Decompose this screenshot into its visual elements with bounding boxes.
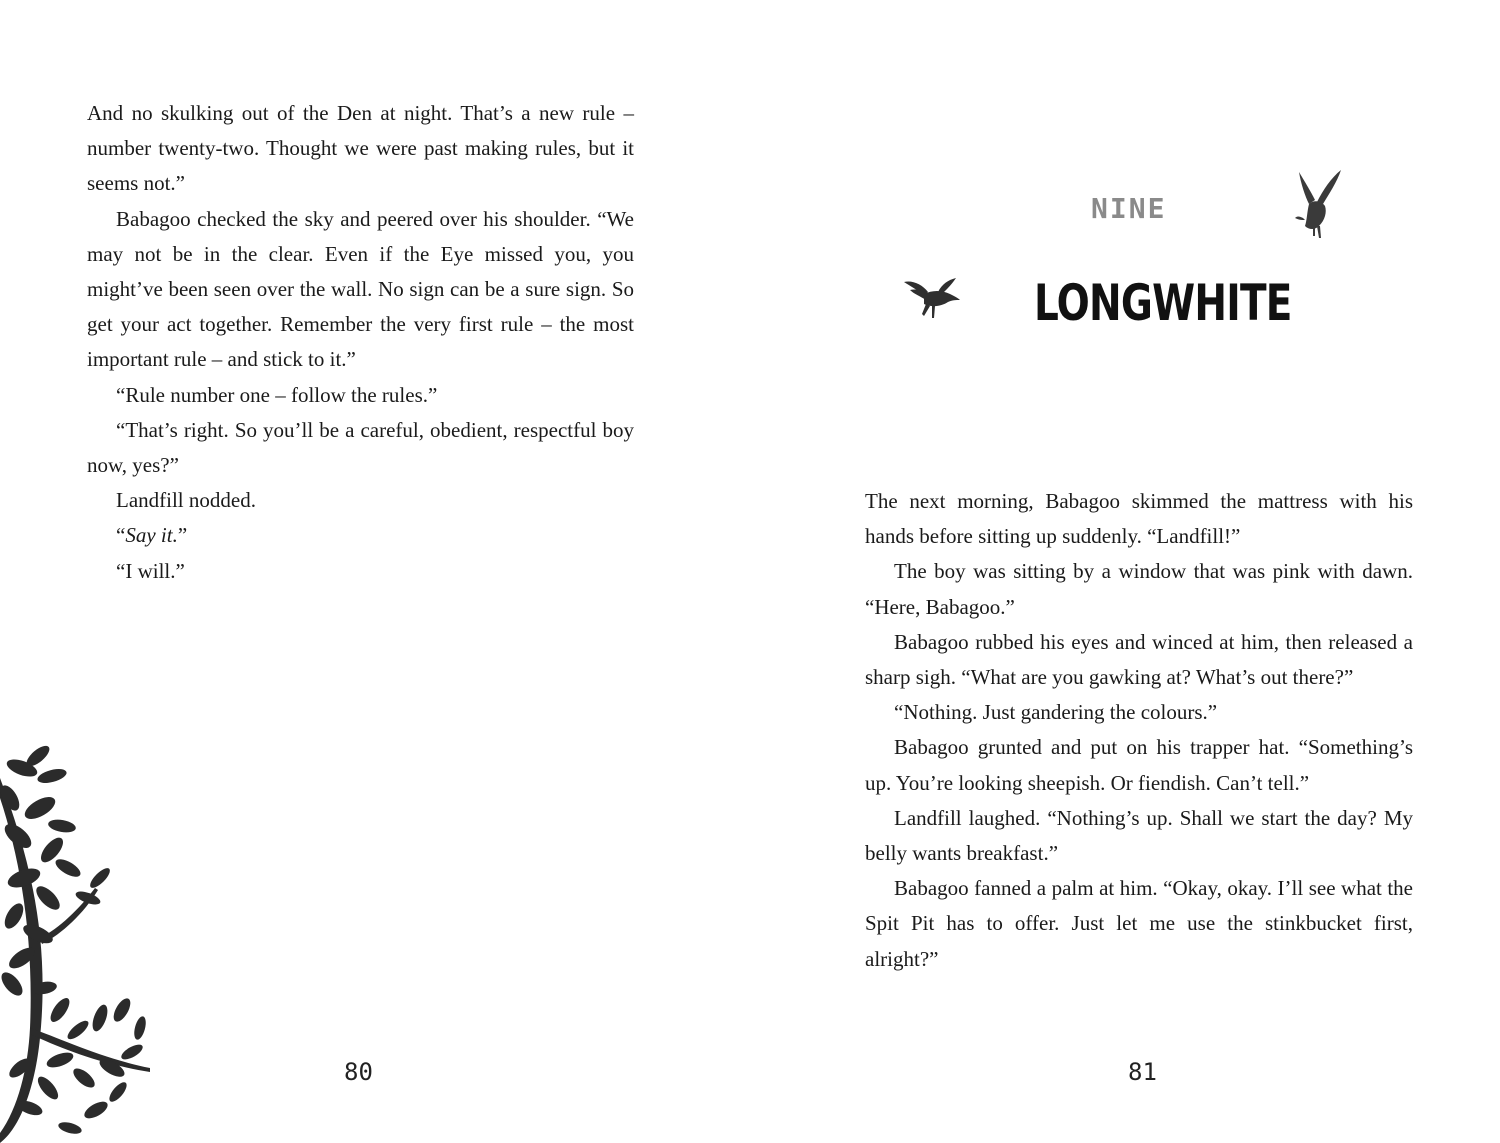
chapter-title: LONGWHITE bbox=[1034, 274, 1292, 332]
quote-close: ” bbox=[177, 523, 188, 548]
paragraph: “That’s right. So you’ll be a careful, obedient, respectful boy now, yes?” bbox=[87, 417, 634, 478]
paragraph: “Rule number one – follow the rules.” bbox=[116, 382, 438, 407]
paragraph: Babagoo fanned a palm at him. “Okay, okay. I’ll see what the Spit Pit has to offer. Just let me use the stinkbucket first, alright?” bbox=[865, 876, 1413, 971]
page-number: 80 bbox=[344, 1058, 373, 1086]
seagull-icon bbox=[1295, 168, 1345, 240]
paragraph: “I will.” bbox=[116, 558, 185, 583]
right-page-text bbox=[865, 484, 1413, 977]
paragraph: The boy was sitting by a window that was pink with dawn. “Here, Babagoo.” bbox=[865, 559, 1413, 619]
paragraph: Babagoo grunted and put on his trapper hat. “Something’s up. You’re looking sheepish. Or fiendish. Can’t tell.” bbox=[865, 735, 1413, 795]
paragraph: Landfill laughed. “Nothing’s up. Shall we start the day? My belly wants breakfast.” bbox=[865, 805, 1413, 866]
paragraph: “Nothing. Just gandering the colours.” bbox=[894, 700, 1218, 725]
paragraph: Babagoo rubbed his eyes and winced at him, then released a sharp sigh. “What are you gawking at? What’s out there?” bbox=[865, 629, 1413, 690]
paragraph: Babagoo checked the sky and peered over his shoulder. “We may not be in the clear. Even if the Eye missed you, you might’ve been seen over the wall. No sign can be a sure sign. So get your act together. Remember the very first rule – the most important rule – and stick to it.” bbox=[87, 206, 634, 372]
quote-open: “ bbox=[116, 523, 126, 548]
italic-text: Say it. bbox=[125, 523, 178, 548]
chapter-number: NINE bbox=[1091, 192, 1167, 225]
page-number: 81 bbox=[1128, 1058, 1157, 1086]
paragraph bbox=[87, 518, 634, 553]
paragraph: The next morning, Babagoo skimmed the mattress with his hands before sitting up suddenly. “Landfill!” bbox=[865, 489, 1413, 549]
left-page-text bbox=[87, 96, 634, 589]
right-page bbox=[750, 0, 1500, 1143]
seagull-icon bbox=[902, 276, 960, 320]
paragraph: Landfill nodded. bbox=[116, 488, 256, 513]
paragraph: And no skulking out of the Den at night. That’s a new rule – number twenty-two. Thought we were past making rules, but it seems not.” bbox=[87, 101, 634, 196]
foliage-illustration bbox=[0, 738, 160, 1143]
